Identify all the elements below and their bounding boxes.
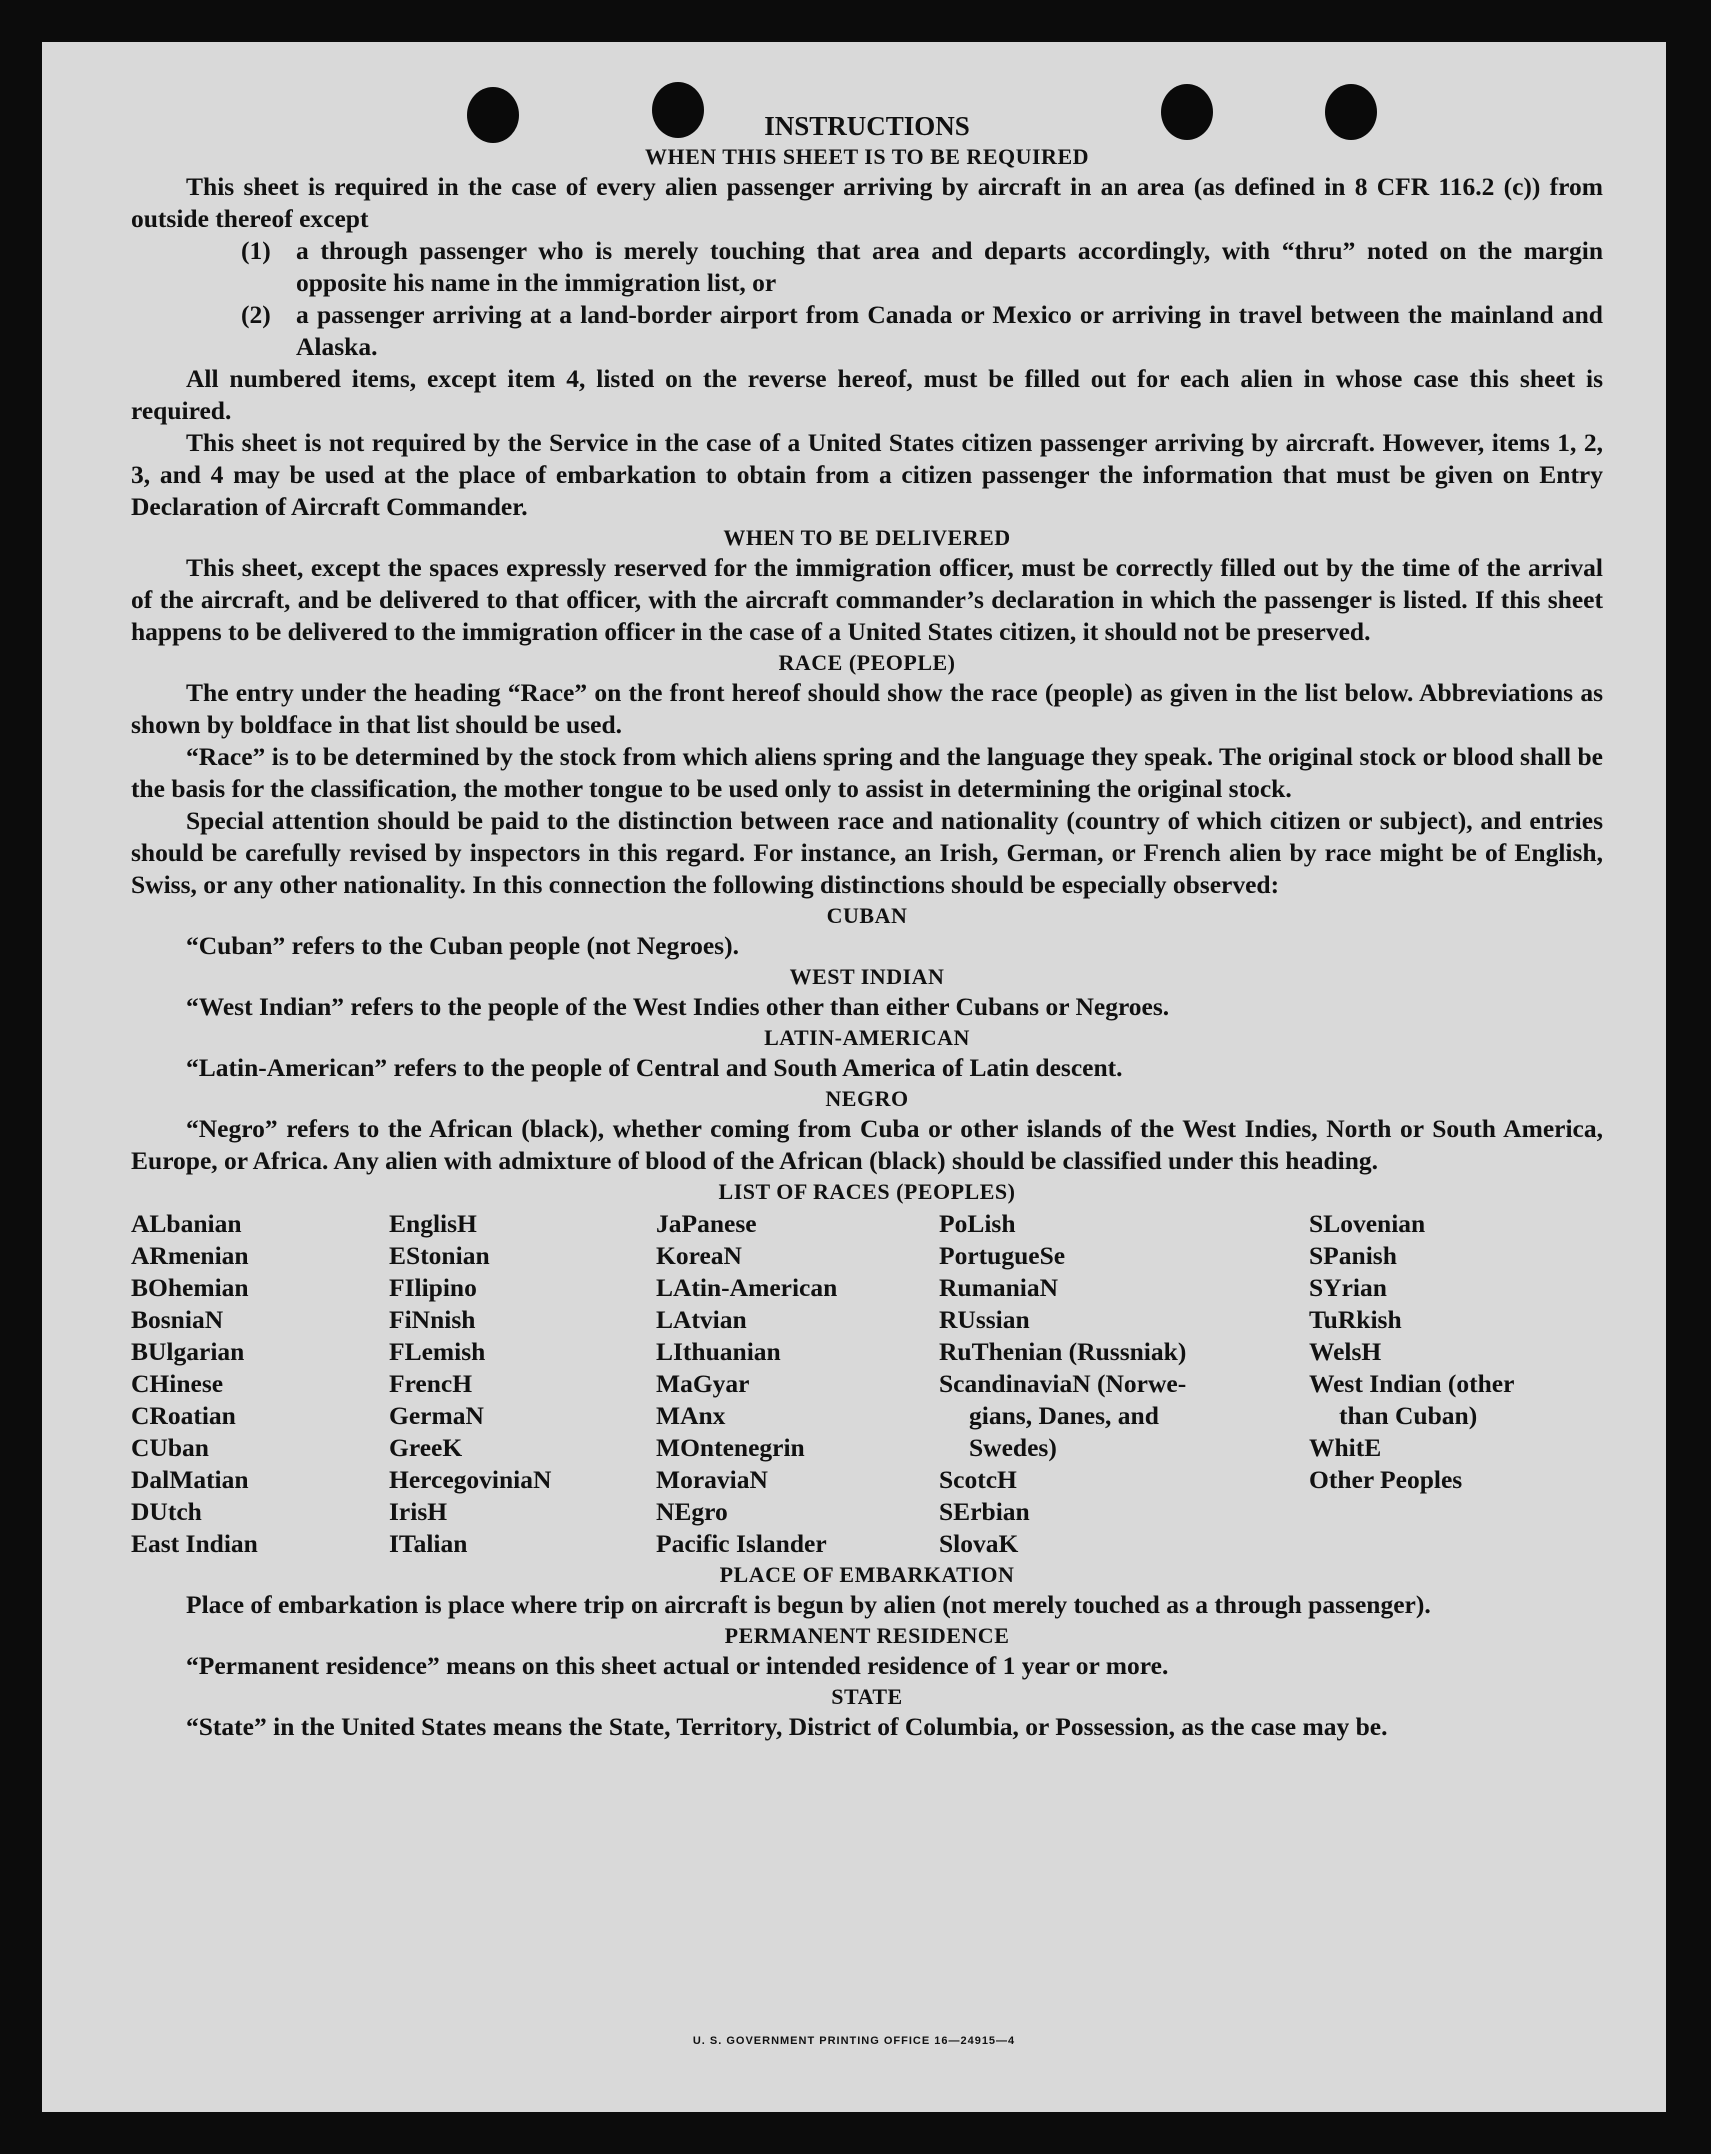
races-column	[389, 1208, 656, 1560]
race-item: KoreaN	[656, 1241, 742, 1270]
paragraph: Place of embarkation is place where trip on aircraft is begun by alien (not merely touched as a through passenger).	[186, 1590, 1431, 1619]
race-item: CUban	[131, 1433, 209, 1462]
race-item: SlovaK	[939, 1529, 1019, 1558]
race-item: ITalian	[389, 1529, 468, 1558]
race-item: CHinese	[131, 1369, 224, 1398]
section-heading: RACE (PEOPLE)	[778, 650, 956, 675]
section-heading: NEGRO	[825, 1086, 909, 1111]
race-item-continued: gians, Danes, and	[969, 1401, 1159, 1430]
race-item: LAtvian	[656, 1305, 747, 1334]
race-item: FIlipino	[389, 1273, 477, 1302]
list-item	[241, 235, 1603, 299]
race-item: EnglisH	[389, 1209, 477, 1238]
paragraph: The entry under the heading “Race” on the front hereof should show the race (people) as given in the list below. Abbreviations as shown by boldface in that list should be used.	[131, 678, 1603, 739]
section-heading: PERMANENT RESIDENCE	[724, 1623, 1010, 1648]
race-item: PortugueSe	[939, 1241, 1066, 1270]
race-item: DUtch	[131, 1497, 202, 1526]
race-item: FiNnish	[389, 1305, 476, 1334]
race-item: ScotcH	[939, 1465, 1017, 1494]
races-column	[656, 1208, 939, 1560]
race-item: SLovenian	[1309, 1209, 1426, 1238]
race-item: SPanish	[1309, 1241, 1397, 1270]
section-heading: LIST OF RACES (PEOPLES)	[718, 1179, 1016, 1204]
race-item: DalMatian	[131, 1465, 249, 1494]
section-heading: WEST INDIAN	[789, 964, 945, 989]
paragraph: “West Indian” refers to the people of the West Indies other than either Cubans or Negroes.	[186, 992, 1170, 1021]
item-number: (1)	[241, 236, 271, 265]
instructions-content	[131, 110, 1603, 1743]
race-item: MaGyar	[656, 1369, 750, 1398]
race-item: ScandinaviaN (Norwe-	[939, 1369, 1187, 1398]
race-item: LIthuanian	[656, 1337, 781, 1366]
race-item-continued: than Cuban)	[1339, 1401, 1478, 1430]
section-heading: CUBAN	[826, 903, 908, 928]
race-item: JaPanese	[656, 1209, 757, 1238]
race-item: MoraviaN	[656, 1465, 768, 1494]
races-column	[939, 1208, 1309, 1560]
race-item: East Indian	[131, 1529, 258, 1558]
race-item: WelsH	[1309, 1337, 1382, 1366]
paragraph: This sheet is not required by the Service in the case of a United States citizen passenger arriving by aircraft. However, items 1, 2, 3, and 4 may be used at the place of embarkation to obtain from a citizen passenger the information that must be given on Entry Declaration of Aircraft Commander.	[131, 428, 1603, 521]
section-heading: WHEN THIS SHEET IS TO BE REQUIRED	[644, 144, 1090, 169]
race-item: MAnx	[656, 1401, 726, 1430]
paragraph: “Latin-American” refers to the people of Central and South America of Latin descent.	[186, 1053, 1123, 1082]
paragraph: Special attention should be paid to the distinction between race and nationality (country of which citizen or subject), and entries should be carefully revised by inspectors in this regard. For instance, an Irish, German, or French alien by race might be of English, Swiss, or any other nationality. In this connection the following distinctions should be especially observed:	[131, 806, 1603, 899]
item-text: a passenger arriving at a land-border airport from Canada or Mexico or arriving in travel between the mainland and Alaska.	[296, 300, 1603, 361]
section-heading: STATE	[831, 1684, 903, 1709]
race-item: LAtin-American	[656, 1273, 838, 1302]
races-column	[1309, 1208, 1599, 1560]
race-item: PoLish	[939, 1209, 1016, 1238]
race-item: ALbanian	[131, 1209, 242, 1238]
race-item: Pacific Islander	[656, 1529, 827, 1558]
section-heading: PLACE OF EMBARKATION	[719, 1562, 1015, 1587]
race-item: BosniaN	[131, 1305, 224, 1334]
races-column	[131, 1208, 389, 1560]
race-item: CRoatian	[131, 1401, 236, 1430]
race-item: WhitE	[1309, 1433, 1382, 1462]
race-item: Other Peoples	[1309, 1465, 1463, 1494]
paragraph: “Permanent residence” means on this sheet actual or intended residence of 1 year or more.	[186, 1651, 1169, 1680]
paragraph: This sheet, except the spaces expressly reserved for the immigration officer, must be correctly filled out by the time of the arrival of the aircraft, and be delivered to that officer, with the aircraft commander’s declaration in which the passenger is listed. If this sheet happens to be delivered to the immigration officer in the case of a United States citizen, it should not be preserved.	[131, 553, 1603, 646]
race-item: RuThenian (Russniak)	[939, 1337, 1187, 1366]
paragraph: This sheet is required in the case of every alien passenger arriving by aircraft in an area (as defined in 8 CFR 116.2 (c)) from outside thereof except	[131, 172, 1603, 233]
race-item: BUlgarian	[131, 1337, 245, 1366]
race-item: FrencH	[389, 1369, 473, 1398]
paragraph: “State” in the United States means the State, Territory, District of Columbia, or Possession, as the case may be.	[186, 1712, 1388, 1741]
race-item: SErbian	[939, 1497, 1030, 1526]
race-item: BOhemian	[131, 1273, 249, 1302]
race-item: GermaN	[389, 1401, 484, 1430]
paragraph: All numbered items, except item 4, listed on the reverse hereof, must be filled out for each alien in whose case this sheet is required.	[131, 364, 1603, 425]
item-number: (2)	[241, 300, 271, 329]
paragraph: “Race” is to be determined by the stock from which aliens spring and the language they speak. The original stock or blood shall be the basis for the classification, the mother tongue to be used only to assist in determining the original stock.	[131, 742, 1603, 803]
races-list	[131, 1208, 1603, 1560]
paragraph: “Cuban” refers to the Cuban people (not Negroes).	[186, 931, 739, 960]
race-item: ARmenian	[131, 1241, 249, 1270]
race-item: SYrian	[1309, 1273, 1387, 1302]
item-text: a through passenger who is merely touching that area and departs accordingly, with “thru” noted on the margin opposite his name in the immigration list, or	[296, 236, 1603, 297]
race-item: NEgro	[656, 1497, 728, 1526]
race-item: TuRkish	[1309, 1305, 1402, 1334]
race-item: EStonian	[389, 1241, 490, 1270]
printer-imprint: U. S. GOVERNMENT PRINTING OFFICE 16—24915—4	[692, 2035, 1016, 2047]
race-item: MOntenegrin	[656, 1433, 805, 1462]
race-item: IrisH	[389, 1497, 448, 1526]
race-item: FLemish	[389, 1337, 486, 1366]
race-item: RumaniaN	[939, 1273, 1059, 1302]
section-heading: WHEN TO BE DELIVERED	[723, 525, 1011, 550]
race-item: GreeK	[389, 1433, 463, 1462]
section-heading: LATIN-AMERICAN	[764, 1025, 970, 1050]
document-page	[42, 42, 1666, 2112]
race-item-continued: Swedes)	[969, 1433, 1057, 1462]
race-item: HercegoviniaN	[389, 1465, 552, 1494]
list-item	[241, 299, 1603, 363]
page-title: INSTRUCTIONS	[764, 111, 970, 141]
race-item: RUssian	[939, 1305, 1030, 1334]
race-item: West Indian (other	[1309, 1369, 1515, 1398]
paragraph: “Negro” refers to the African (black), whether coming from Cuba or other islands of the West Indies, North or South America, Europe, or Africa. Any alien with admixture of blood of the African (black) should be classified under this heading.	[131, 1114, 1603, 1175]
